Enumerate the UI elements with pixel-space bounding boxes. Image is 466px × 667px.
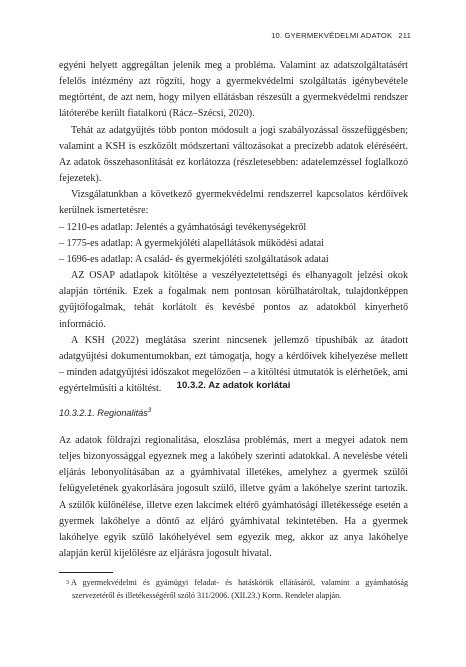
footnote-mark: 3	[66, 580, 69, 586]
list-item: – 1210-es adatlap: Jelentés a gyámhatósági tevékenységekről	[59, 221, 307, 233]
footnote	[59, 577, 408, 602]
body-text-bottom	[59, 433, 408, 562]
footnote-text: A gyermekvédelmi és gyámügyi feladat- és hatáskörök ellátásáról, valamint a gyámhatóság szervezetéről és illetékességéről szóló 311/2006. (XII.23.) Korm. Rendelet alapján.	[71, 578, 408, 600]
section-title: 10.3.2. Az adatok korlátai	[176, 380, 291, 391]
paragraph: egyéni helyett aggregáltan jelenik meg a probléma. Valamint az adatszolgáltatásért felelős intézmény azt rögzíti, hogy a gyermekvédelmi szolgáltatás igénybevétele megtörtént, de azt nem, hogy milyen ellátásban részesült a gyermekvédelmi rendszer látóterébe került fiatalkorú (Rácz–Szécsi, 2020).	[59, 60, 408, 120]
body-text-top	[59, 58, 408, 397]
running-title: 10. GYERMEKVÉDELMI ADATOK	[271, 31, 393, 40]
footnote-reference: 3	[147, 408, 152, 414]
subsection-title	[59, 408, 151, 418]
footnote-separator	[59, 572, 113, 573]
paragraph: Vizsgálatunkban a következő gyermekvédelmi rendszerrel kapcsolatos kérdőívek kerülnek ismertetésre:	[59, 189, 408, 217]
running-header	[271, 31, 411, 40]
list-item: – 1775-es adatlap: A gyermekjóléti alapellátások működési adatai	[59, 237, 324, 249]
paragraph: Tehát az adatgyűjtés több ponton módosult a jogi szabályozással összefüggésben; valamint a KSH is eszközölt módszertani változásokat a precízebb adatok eléréséért. Az adatok összehasonlítását ez korlátozza (részletesebben: adatelemzéssel foglalkozó fejezetek).	[59, 124, 408, 185]
subsection-title-text: 10.3.2.1. Regionalitás	[59, 408, 148, 418]
list-item: – 1696-es adatlap: A család- és gyermekjóléti szolgáltatások adatai	[59, 253, 329, 265]
paragraph: AZ OSAP adatlapok kitöltése a veszélyeztetettségi és elhanyagolt jelzési okok alapján történik. Ezek a fogalmak nem pontosan körülhatároltak, tulajdonképpen gyűjtőfogalmak, tehát korlátolt és kevésbé pontos az adatokból kinyerhető információ.	[59, 270, 408, 330]
page-number: 211	[398, 31, 411, 40]
paragraph: Az adatok földrajzi regionalitása, eloszlása problémás, mert a megyei adatok nem teljes bizonyossággal egyeznek meg a lakóhely szerinti adatokkal. A nevelésbe vételi eljárás lebonyolításában az a gyámhivatal illetékes, amelyhez a gyermek szülői felügyeletének gyakorlására jogosult szülő, illetve gyám a lakóhelye szerint tartozik. A szülők különélése, illetve ezen lakcímek eltérő gyámhatósági illetékessége esetén a gyermek lakóhelye a döntő az eljáró gyámhivatal tekintetében. Ha a gyermek lakóhelye egyik szülő lakóhelyével sem egyezik meg, akkor az anya lakóhelye alapján kerül kijelölésre az eljárásra jogosult hivatal.	[59, 435, 408, 560]
paragraph: A KSH (2022) meglátása szerint nincsenek jellemző típushibák az átadott adatgyűjtési dokumentumokban, ezt támogatja, hogy a kérdőívek kihelyezése mellett – minden adatgyűjtési időszakot megelőzően – a kitöltési útmutatók is elérhetőek, ami egyértelműsíti a kitöltést.	[59, 334, 408, 395]
